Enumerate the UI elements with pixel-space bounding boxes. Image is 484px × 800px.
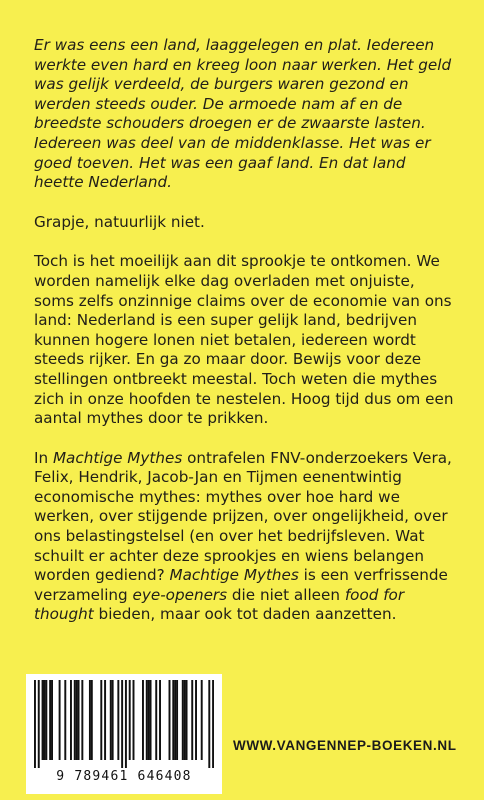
barcode-bar xyxy=(70,680,72,760)
barcode-bar xyxy=(182,680,184,760)
barcode-bar xyxy=(64,680,66,760)
text-segment: bieden, maar ook tot daden aanzetten. xyxy=(93,605,397,624)
barcode-bar xyxy=(89,680,91,760)
barcode-bar xyxy=(184,680,186,760)
isbn-digits: 9 789461 646408 xyxy=(56,769,192,784)
barcode-bar xyxy=(133,680,135,760)
back-cover-text xyxy=(34,36,454,645)
barcode-bar xyxy=(76,680,78,760)
barcode-bar xyxy=(148,680,150,760)
barcode-bar xyxy=(59,680,61,760)
text-segment: Grapje, natuurlijk niet. xyxy=(34,212,205,231)
barcode-bar xyxy=(38,680,40,768)
publisher-website: WWW.VANGENNEP-BOEKEN.NL xyxy=(233,738,457,753)
barcode-bar xyxy=(212,680,214,768)
barcode-bar xyxy=(159,680,161,760)
barcode-bar xyxy=(208,680,210,768)
paragraph xyxy=(34,449,454,625)
barcode-bar xyxy=(117,680,119,760)
barcode-bar xyxy=(125,680,127,768)
text-segment: Toch is het moeilijk aan dit sprookje te ontkomen. We worden namelijk elke dag overladen met onjuiste, soms zelfs onzinnige claims over de economie van ons land: Nederland is een super gelijk land, bedrijven kunnen hogere lonen niet betalen, iedereen wordt steeds rijker. En ga zo maar door. Bewijs voor deze stellingen ontbreekt meestal. Toch weten die mythes zich in onze hoofden te nestelen. Hoog tijd dus om een aantal mythes door te prikken. xyxy=(34,252,454,428)
barcode-bar xyxy=(176,680,178,760)
barcode-bar xyxy=(172,680,174,760)
barcode-bar xyxy=(146,680,148,760)
paragraph xyxy=(34,213,454,233)
barcode-bar xyxy=(49,680,51,760)
barcode-bar xyxy=(74,680,76,760)
text-segment: In xyxy=(34,448,53,467)
barcode-bar xyxy=(81,680,83,760)
barcode-bar xyxy=(191,680,193,760)
barcode-bar xyxy=(155,680,157,760)
barcode-bar xyxy=(201,680,203,760)
emphasis-text: eye-openers xyxy=(132,585,228,604)
emphasis-text: Machtige Mythes xyxy=(52,448,183,467)
emphasis-text: food for thought xyxy=(34,585,405,624)
text-segment: Er was eens een land, laaggelegen en plat. Iedereen werkte even hard en kreeg loon naar werken. Het geld was gelijk verdeeld, de burgers waren gezond en werden steeds ouder. De armoede nam af en de breedste schouders droegen er de zwaarste lasten. Iedereen was deel van de middenklasse. Het was er goed toeven. Het was een gaaf land. En dat land heette Nederland. xyxy=(34,36,452,192)
barcode-bar xyxy=(174,680,176,760)
barcode-bar xyxy=(91,680,93,760)
barcode-bar xyxy=(34,680,36,768)
barcode-bar xyxy=(150,680,152,760)
text-segment: ontrafelen FNV-onderzoekers Vera, Felix, Hendrik, Jacob-Jan en Tijmen eenentwintig economische mythes: mythes over hoe hard we werken, over stijgende prijzen, over ongelijkheid, over ons belastingstelsel (en over het bedrijfsleven. Wat schuilt er achter deze sprookjes en wiens belangen worden gediend? xyxy=(34,448,452,585)
barcode-bar xyxy=(169,680,171,760)
barcode-bar xyxy=(78,680,80,760)
barcode-bar xyxy=(121,680,123,768)
barcode-bar xyxy=(104,680,106,760)
emphasis-text: Machtige Mythes xyxy=(169,566,299,585)
barcode-bars xyxy=(34,680,214,768)
paragraph xyxy=(34,36,454,193)
barcode-bar xyxy=(43,680,45,760)
barcode-bar xyxy=(112,680,114,760)
isbn-barcode xyxy=(26,674,222,794)
barcode-bar xyxy=(142,680,144,760)
barcode-bar xyxy=(45,680,47,760)
barcode-bar xyxy=(42,680,44,760)
barcode-bar xyxy=(129,680,131,760)
text-segment: die niet alleen xyxy=(227,585,345,604)
barcode-bar xyxy=(195,680,197,760)
paragraph xyxy=(34,252,454,428)
barcode-bar xyxy=(186,680,188,760)
barcode-bar xyxy=(100,680,102,760)
text-segment: is een verfrissende verzameling xyxy=(34,566,448,604)
barcode-bar xyxy=(51,680,53,760)
barcode-bar xyxy=(110,680,112,760)
